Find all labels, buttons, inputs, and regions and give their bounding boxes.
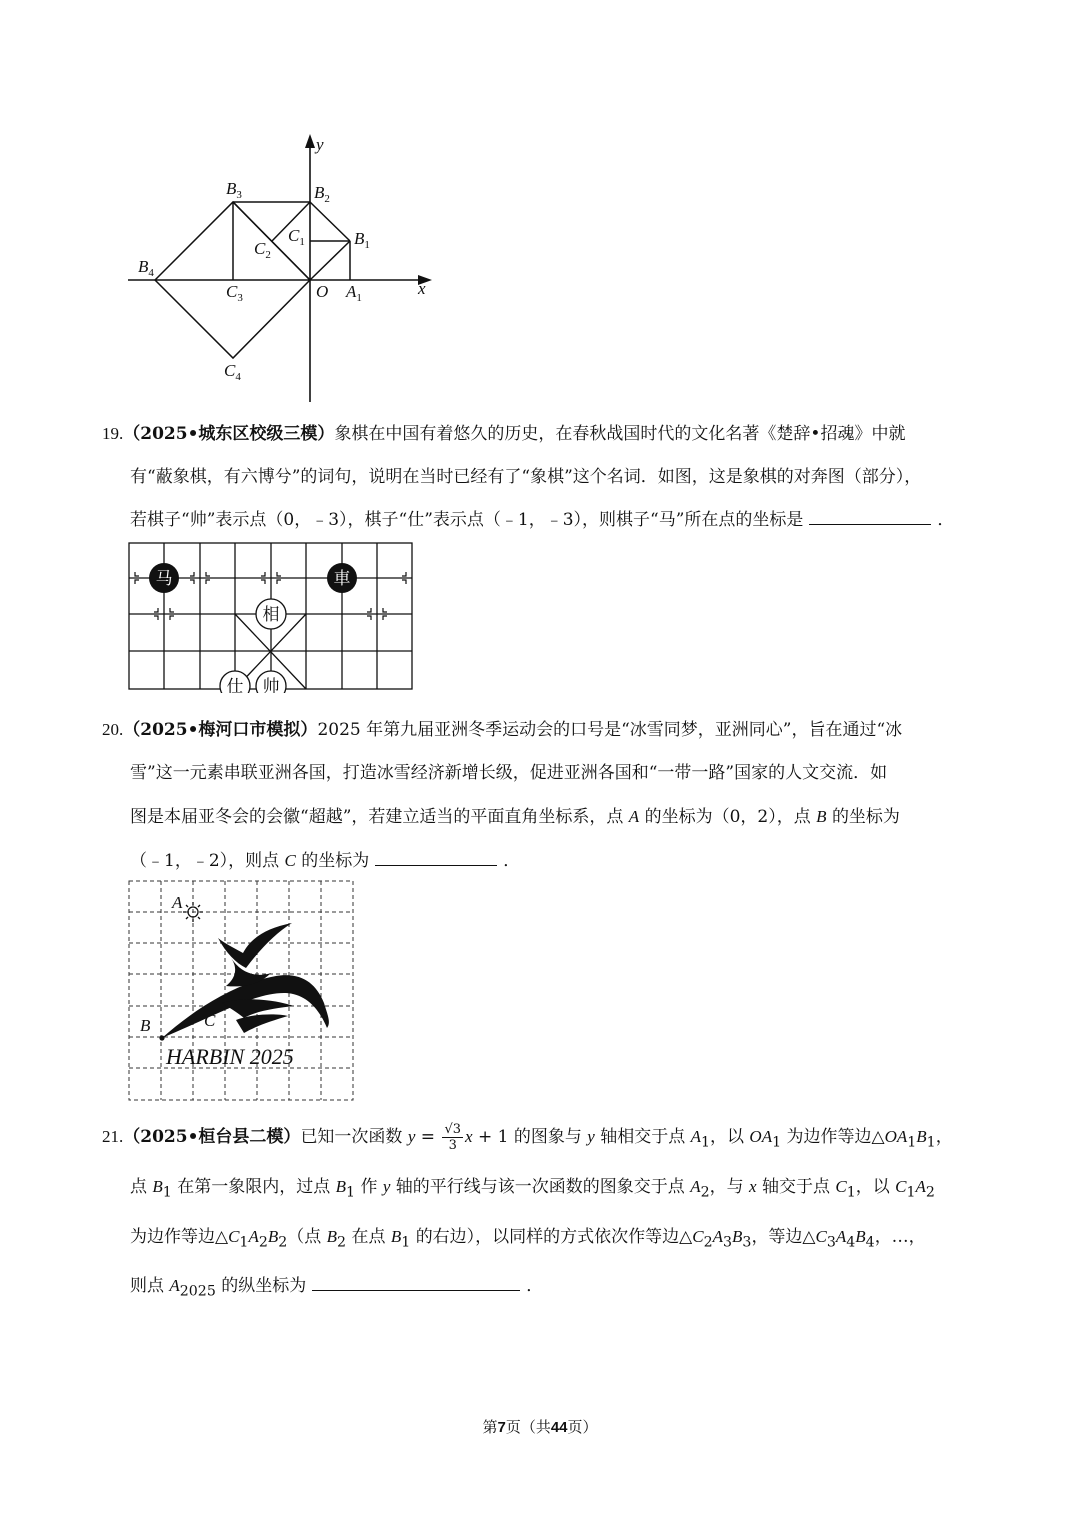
subscript: 1	[401, 1234, 411, 1251]
question-text: 有“蔽象棋，有六博兮”的词句，说明在当时已经有了“象棋”这个名词．如图，这是象棋的对奔图（部分），	[130, 467, 922, 487]
emblem-skater-logo	[162, 923, 329, 1038]
svg-text:马: 马	[155, 569, 173, 589]
piece-ma	[149, 563, 179, 593]
question-source: （2025•梅河口市模拟）	[123, 720, 318, 740]
answer-blank[interactable]	[312, 1276, 520, 1291]
label-B4: $B_4$	[138, 257, 154, 279]
footer-text: 页）	[567, 1418, 598, 1436]
label-C3: $C_3$	[226, 282, 243, 304]
label-B2: $B_2$	[314, 183, 330, 205]
subscript: 1	[926, 1134, 936, 1151]
subscript: 2	[258, 1234, 268, 1251]
question-21	[102, 1114, 982, 1314]
subscript: 3	[723, 1234, 733, 1251]
var-A2: A	[690, 1177, 701, 1197]
question-text: 的坐标为	[301, 851, 370, 871]
var-B2: B	[326, 1226, 338, 1246]
subscript: 1	[907, 1134, 917, 1151]
equals: =	[420, 1127, 436, 1147]
subscript: 1	[701, 1134, 711, 1151]
question-text: 的坐标为	[831, 807, 900, 827]
question-text: （点	[287, 1226, 322, 1247]
label-C4: $C_4$	[224, 361, 241, 383]
answer-blank[interactable]	[375, 851, 497, 866]
question-source: （2025•城东区校级三模）	[123, 424, 335, 444]
var-x: x	[465, 1127, 473, 1146]
var-A3: A	[712, 1226, 724, 1246]
var-C1: C	[835, 1177, 847, 1197]
question-text: 若棋子“帅”表示点（0，﹣3），棋子“仕”表示点（﹣1，﹣3），则棋子“马”所在点的坐标是	[130, 510, 804, 530]
var-y: y	[407, 1127, 416, 1146]
var-A2: A	[248, 1226, 259, 1246]
svg-text:車: 車	[333, 569, 351, 589]
page-footer	[0, 1416, 1080, 1437]
svg-text:相: 相	[262, 605, 280, 625]
subscript: 3	[826, 1234, 836, 1251]
question-text: ，以	[710, 1127, 745, 1147]
question-text: 轴相交于点	[600, 1127, 686, 1147]
question-text: 2025 年第九届亚洲冬季运动会的口号是“冰雪同梦，亚洲同心”，旨在通过“冰	[317, 720, 903, 740]
var-y: y	[587, 1127, 595, 1146]
question-number: 21.	[102, 1127, 124, 1146]
subscript: 1	[346, 1184, 356, 1201]
label-C2: $C_2$	[254, 239, 271, 261]
var-B1: B	[390, 1226, 402, 1246]
question-text: ，与	[709, 1177, 744, 1198]
subscript: 1	[239, 1234, 249, 1251]
subscript: 4	[865, 1234, 875, 1251]
label-C1: $C_1$	[288, 226, 305, 248]
question-source: （2025•桓台县二模）	[123, 1127, 301, 1147]
subscript: 2	[337, 1234, 347, 1251]
var-B: B	[816, 807, 827, 826]
subscript: 2	[700, 1184, 710, 1201]
question-text: ，…，	[874, 1226, 926, 1247]
var-B1: B	[335, 1177, 347, 1197]
subscript: 1	[162, 1184, 172, 1201]
question-text: 在第一象限内，过点	[177, 1177, 331, 1198]
var-A2025: A	[169, 1276, 180, 1296]
figure-harbin-logo-grid	[126, 878, 358, 1104]
figure-chess-board	[126, 540, 416, 693]
question-text: 为边作等边△	[130, 1226, 229, 1247]
answer-blank[interactable]	[809, 510, 931, 525]
fraction-sqrt3-over-3: $\frac{√3}{3}$	[444, 1122, 462, 1153]
var-A1: A	[690, 1127, 701, 1146]
subscript: 3	[742, 1234, 752, 1251]
question-text: ，等边△	[751, 1226, 816, 1247]
page-total: 44	[550, 1419, 568, 1436]
label-C: C	[204, 1011, 216, 1030]
question-19	[102, 412, 982, 542]
label-x: x	[418, 279, 426, 298]
label-B: B	[140, 1016, 151, 1035]
footer-text: 页（共	[505, 1418, 551, 1436]
var-B1: B	[152, 1177, 163, 1197]
question-text: 作	[360, 1177, 378, 1198]
question-text: ，	[935, 1127, 953, 1147]
var-B4: B	[855, 1226, 866, 1246]
piece-shi	[220, 671, 250, 693]
piece-shuai	[256, 671, 286, 693]
subscript: 1	[772, 1134, 782, 1151]
var-C3: C	[815, 1226, 827, 1246]
logo-text: HARBIN 2025	[166, 1044, 294, 1069]
var-x: x	[749, 1177, 757, 1197]
var-OA1B1: OA	[884, 1127, 908, 1146]
var-A2: A	[915, 1177, 926, 1197]
var-B2: B	[267, 1226, 279, 1246]
question-text: 的坐标为（0，2），点	[644, 807, 811, 827]
label-B1: $B_1$	[354, 229, 370, 251]
var-C2: C	[692, 1226, 704, 1246]
subscript: 1	[906, 1184, 916, 1201]
question-text: 已知一次函数	[300, 1127, 403, 1147]
subscript: 2	[925, 1184, 935, 1201]
question-text: 象棋在中国有着悠久的历史，在春秋战国时代的文化名著《楚辞•招魂》中就	[334, 424, 906, 444]
var-A4: A	[835, 1226, 847, 1246]
subscript: 2025	[179, 1283, 216, 1300]
question-text: 轴的平行线与该一次函数的图象交于点	[395, 1177, 685, 1198]
question-text: 的图象与	[513, 1127, 582, 1147]
var-C1: C	[228, 1226, 240, 1246]
plus-one: + 1	[477, 1127, 509, 1147]
question-text: 图是本届亚冬会的会徽“超越”，若建立适当的平面直角坐标系，点	[130, 807, 624, 827]
label-A1: $A_1$	[346, 282, 362, 304]
subscript: 2	[278, 1234, 288, 1251]
svg-text:仕: 仕	[226, 677, 244, 693]
question-text: 在点	[351, 1226, 386, 1247]
svg-text:帅: 帅	[262, 677, 280, 693]
label-O: O	[316, 282, 329, 301]
var-C1: C	[895, 1177, 907, 1197]
piece-xiang	[256, 599, 286, 629]
period: ．	[937, 510, 955, 530]
label-B3: $B_3$	[226, 179, 242, 201]
question-text: 的右边），以同样的方式依次作等边△	[415, 1226, 693, 1247]
question-20	[102, 708, 982, 883]
page-number: 7	[497, 1419, 506, 1436]
question-text: 点	[130, 1177, 147, 1198]
subscript: 4	[846, 1234, 856, 1251]
question-text: 的纵坐标为	[221, 1276, 307, 1297]
var-B1: B	[916, 1127, 927, 1146]
question-number: 19.	[102, 424, 124, 443]
var-B3: B	[732, 1226, 743, 1246]
question-number: 20.	[102, 720, 124, 739]
question-text: 雪”这一元素串联亚洲各国，打造冰雪经济新增长级，促进亚洲各国和“一带一路”国家的人文交流．如	[130, 763, 888, 783]
var-y: y	[382, 1177, 391, 1197]
figure-coordinate-construction	[120, 130, 440, 405]
subscript: 2	[703, 1234, 713, 1251]
question-text: 轴交于点	[761, 1177, 830, 1198]
subscript: 1	[846, 1184, 856, 1201]
label-y: y	[316, 135, 324, 154]
question-text: 则点	[130, 1276, 164, 1297]
footer-text: 第	[482, 1418, 498, 1436]
question-text: （﹣1，﹣2），则点	[130, 851, 280, 871]
label-A: A	[172, 893, 183, 912]
var-A: A	[628, 807, 640, 826]
var-OA1: OA	[749, 1127, 773, 1146]
piece-che	[327, 563, 357, 593]
period: ．	[503, 851, 521, 871]
question-text: 为边作等边△	[786, 1127, 885, 1147]
question-text: ，以	[855, 1177, 890, 1198]
period: ．	[526, 1276, 544, 1297]
var-C: C	[284, 851, 296, 870]
